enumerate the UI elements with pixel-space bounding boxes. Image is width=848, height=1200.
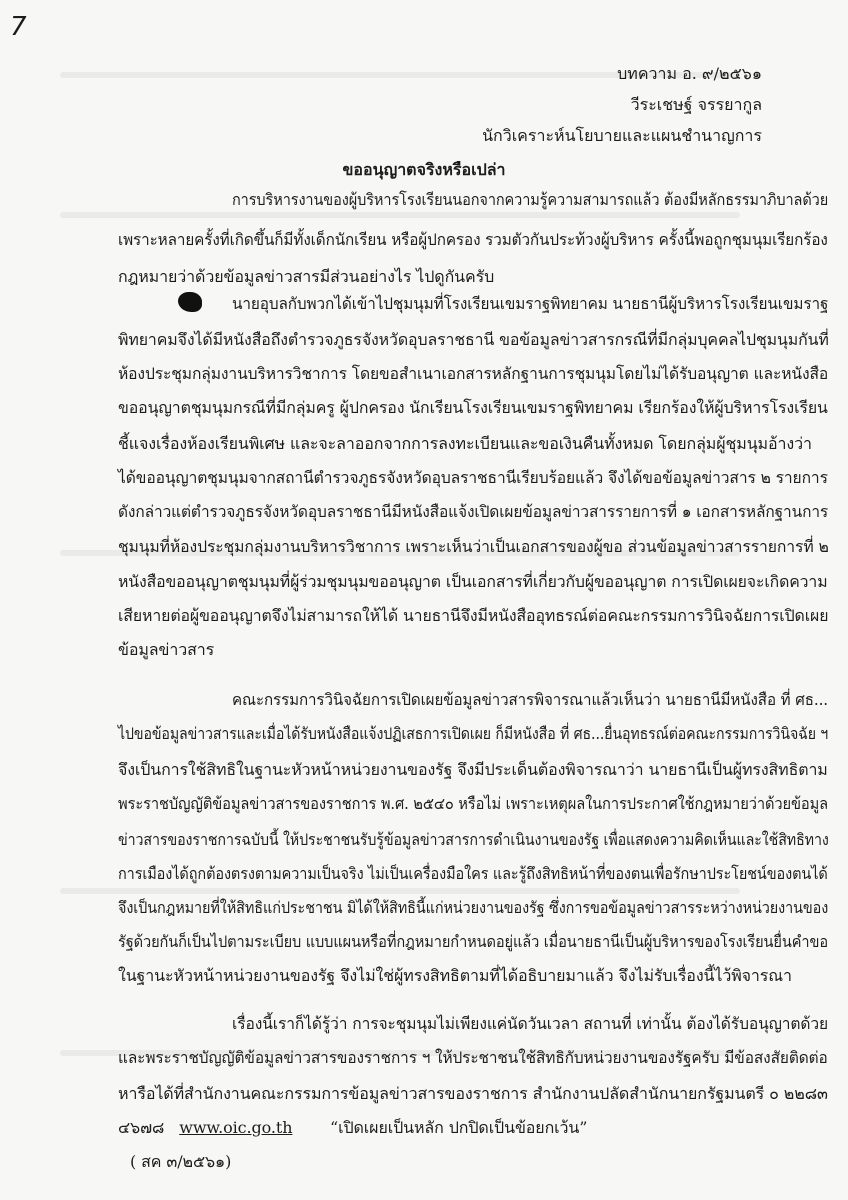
slogan: “เปิดเผยเป็นหลัก ปกปิดเป็นข้อยกเว้น” [330,1118,588,1137]
intro-line: กฎหมายว่าด้วยข้อมูลข่าวสารมีส่วนอย่างไร ไปดูกันครับ [118,267,495,286]
header-block [482,58,762,151]
body-line: ชุมนุมที่ห้องประชุมกลุ่มงานบริหารวิชาการ เพราะเห็นว่าเป็นเอกสารของผู้ขอ ส่วนข้อมูลข่าวสารรายการที่ ๒ [118,537,829,556]
body-line: การเมืองได้ถูกต้องตรงตามความเป็นจริง ไม่เป็นเครื่องมือใคร และรู้ถึงสิทธิหน้าที่ของตนเพื่อรักษาประโยชน์ของตนได้ [118,864,828,883]
intro-line: การบริหารงานของผู้บริหารโรงเรียนนอกจากความรู้ความสามารถแล้ว ต้องมีหลักธรรมาภิบาลด้วย [232,190,829,209]
body-line: เรื่องนี้เราก็ได้รู้ว่า การจะชุมนุมไม่เพียงแค่นัดวันเวลา สถานที่ เท่านั้น ต้องได้รับอนุญาตด้วย [232,1014,829,1033]
intro-line: เพราะหลายครั้งที่เกิดขึ้นก็มีทั้งเด็กนักเรียน หรือผู้ปกครอง รวมตัวกันประท้วงผู้บริหาร ครั้งนี้พอถูกชุมนุมเรียกร้อง [118,230,828,249]
footer-contact-line [118,1116,292,1141]
article-reference: บทความ อ. ๙/๒๕๖๑ [617,64,762,83]
body-line: รัฐด้วยกันก็เป็นไปตามระเบียบ แบบแผนหรือที่กฎหมายกำหนดอยู่แล้ว เมื่อนายธานีเป็นผู้บริหารของโรงเรียนยื่นคำขอ [118,932,829,951]
page-number: 7 [10,12,27,42]
author-position: นักวิเคราะห์นโยบายและแผนชำนาญการ [482,126,762,145]
body-line: คณะกรรมการวินิจฉัยการเปิดเผยข้อมูลข่าวสารพิจารณาแล้วเห็นว่า นายธานีมีหนังสือ ที่ ศธ... [232,690,828,709]
body-line: ในฐานะหัวหน้าหน่วยงานของรัฐ จึงไม่ใช่ผู้ทรงสิทธิตามที่ได้อธิบายมาแล้ว จึงไม่รับเรื่องนี้ไว้พิจารณา [118,966,792,985]
body-line: ชี้แจงเรื่องห้องเรียนพิเศษ และจะลาออกจากการลงทะเบียนและขอเงินคืนทั้งหมด โดยกลุ่มผู้ชุมนุมอ้างว่า [118,434,812,453]
body-line: ข้อมูลข่าวสาร [118,640,215,659]
phone-suffix: ๔๖๗๘ [118,1118,165,1137]
document-title: ขออนุญาตจริงหรือเปล่า [342,160,506,179]
body-line: หนังสือขออนุญาตชุมนุมที่ผู้ร่วมชุมนุมขออนุญาต เป็นเอกสารที่เกี่ยวกับผู้ขออนุญาต การเปิดเผยจะเกิดความ [118,572,828,591]
body-line: ห้องประชุมกลุ่มงานบริหารวิชาการ โดยขอสำเนาเอกสารหลักฐานการชุมนุมโดยไม่ได้รับอนุญาต และหนังสือ [118,364,829,383]
body-line: จึงเป็นกฎหมายที่ให้สิทธิแก่ประชาชน มิได้ให้สิทธินี้แก่หน่วยงานของรัฐ ซึ่งการขอข้อมูลข่าวสารระหว่างหน่วยงานของ [118,898,829,917]
body-line: ข่าวสารของราชการฉบับนี้ ให้ประชาชนรับรู้ข้อมูลข่าวสารการดำเนินงานของรัฐ เพื่อแสดงความคิดเห็นและใช้สิทธิทาง [118,830,829,849]
website-link[interactable]: www.oic.go.th [179,1118,293,1137]
body-line: นายอุบลกับพวกได้เข้าไปชุมนุมที่โรงเรียนเขมราฐพิทยาคม นายธานีผู้บริหารโรงเรียนเขมราฐ [232,294,829,313]
body-line: หารือได้ที่สำนักงานคณะกรรมการข้อมูลข่าวสารของราชการ สำนักงานปลัดสำนักนายกรัฐมนตรี ๐ ๒๒๘๓ [118,1084,828,1103]
body-line: ได้ขออนุญาตชุมนุมจากสถานีตำรวจภูธรจังหวัดอุบลราชธานีเรียบร้อยแล้ว จึงได้ขอข้อมูลข่าวสาร ๒ รายการ [118,468,828,487]
body-line: และพระราชบัญญัติข้อมูลข่าวสารของราชการ ฯ ให้ประชาชนใช้สิทธิกับหน่วยงานของรัฐครับ มีข้อสงสัยติดต่อ [118,1048,828,1067]
author-name: วีระเชษฐ์ จรรยากูล [630,95,762,114]
reference-code: ( สค ๓/๒๕๖๑) [130,1152,232,1171]
body-line: เสียหายต่อผู้ขออนุญาตจึงไม่สามารถให้ได้ นายธานีจึงมีหนังสืออุทธรณ์ต่อคณะกรรมการวินิจฉัยการเปิดเผย [118,606,829,625]
ink-blot-mark [178,292,202,312]
body-line: พระราชบัญญัติข้อมูลข่าวสารของราชการ พ.ศ. ๒๕๔๐ หรือไม่ เพราะเหตุผลในการประกาศใช้กฎหมายว่าด้วยข้อมูล [118,794,829,813]
body-line: พิทยาคมจึงได้มีหนังสือถึงตำรวจภูธรจังหวัดอุบลราชธานี ขอข้อมูลข่าวสารกรณีที่มีกลุ่มบุคคลไปชุมนุมกันที่ [118,330,829,349]
body-line: ขออนุญาตชุมนุมกรณีที่มีกลุ่มครู ผู้ปกครอง นักเรียนโรงเรียนเขมราฐพิทยาคม เรียกร้องให้ผู้บริหารโรงเรียน [118,398,828,417]
body-line: จึงเป็นการใช้สิทธิในฐานะหัวหน้าหน่วยงานของรัฐ จึงมีประเด็นต้องพิจารณาว่า นายธานีเป็นผู้ทรงสิทธิตาม [118,760,828,779]
body-line: ไปขอข้อมูลข่าวสารและเมื่อได้รับหนังสือแจ้งปฏิเสธการเปิดเผย ก็มีหนังสือ ที่ ศธ...ยื่นอุทธรณ์ต่อคณะกรรมการวินิจฉัย ฯ [118,724,829,743]
bleed-through-shadow [60,888,740,894]
body-line: ดังกล่าวแต่ตำรวจภูธรจังหวัดอุบลราชธานีมีหนังสือแจ้งเปิดเผยข้อมูลข่าวสารรายการที่ ๑ เอกสารหลักฐานการ [118,502,829,521]
